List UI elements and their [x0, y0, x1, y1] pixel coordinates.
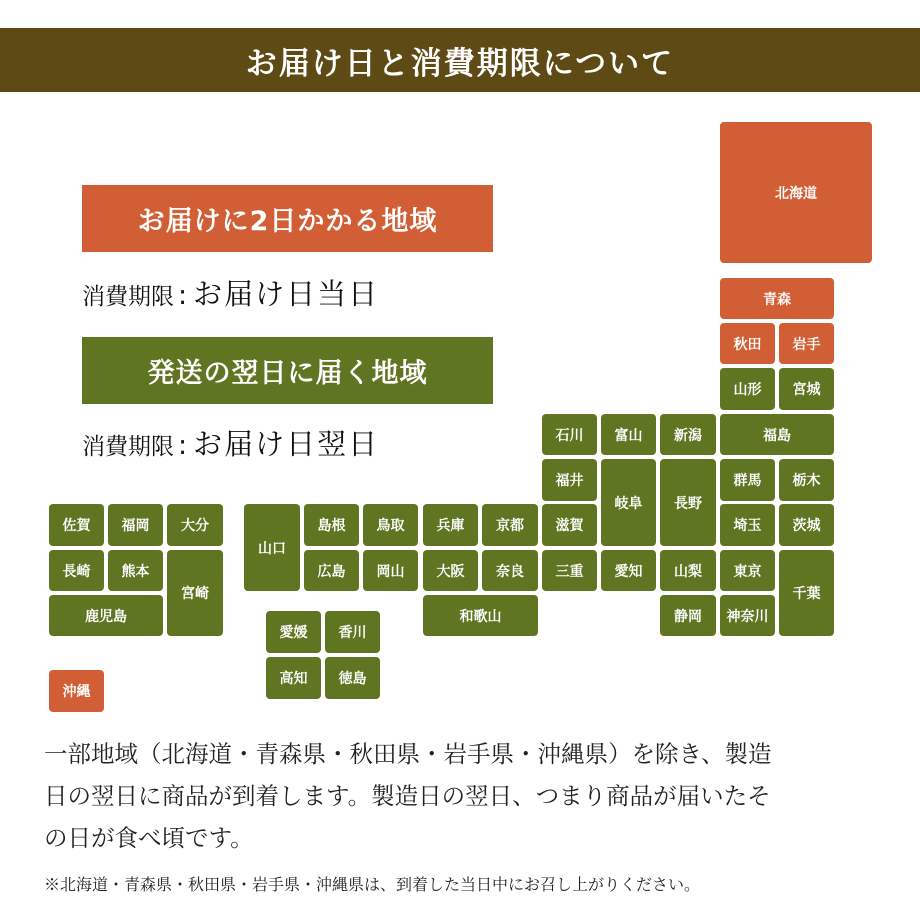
pref-fukushima: 福島 — [720, 414, 834, 455]
legend-two-day-expiry — [82, 272, 379, 313]
pref-okayama: 岡山 — [363, 550, 418, 591]
pref-akita: 秋田 — [720, 323, 775, 364]
pref-fukui: 福井 — [542, 459, 597, 501]
pref-miyazaki: 宮崎 — [167, 550, 223, 636]
expiry-key: 消費期限 — [82, 434, 174, 460]
pref-hyogo: 兵庫 — [423, 504, 478, 546]
pref-osaka: 大阪 — [423, 550, 478, 591]
pref-toyama: 富山 — [601, 414, 656, 455]
expiry-value: お届け日翌日 — [193, 427, 380, 461]
pref-kyoto: 京都 — [482, 504, 538, 546]
pref-okinawa: 沖縄 — [49, 670, 104, 712]
legend-next-day-expiry — [82, 422, 379, 463]
pref-nara: 奈良 — [482, 550, 538, 591]
pref-kumamoto: 熊本 — [108, 550, 163, 591]
pref-kagoshima: 鹿児島 — [49, 595, 163, 636]
pref-yamanashi: 山梨 — [660, 550, 716, 591]
expiry-key: 消費期限 — [82, 284, 174, 310]
footnote: ※北海道・青森県・秋田県・岩手県・沖縄県は、到着した当日中にお召し上がりください。 — [44, 875, 701, 894]
pref-gifu: 岐阜 — [601, 459, 656, 546]
pref-oita: 大分 — [167, 504, 223, 546]
pref-niigata: 新潟 — [660, 414, 716, 455]
pref-tochigi: 栃木 — [779, 459, 834, 501]
pref-shiga: 滋賀 — [542, 504, 597, 546]
pref-yamagata: 山形 — [720, 368, 775, 410]
pref-mie: 三重 — [542, 550, 597, 591]
pref-gunma: 群馬 — [720, 459, 775, 501]
pref-ehime: 愛媛 — [266, 611, 321, 653]
pref-saitama: 埼玉 — [720, 504, 775, 546]
expiry-value: お届け日当日 — [193, 277, 380, 311]
description-line: の日が食べ頃です。 — [44, 824, 254, 852]
pref-fukuoka: 福岡 — [108, 504, 163, 546]
description — [44, 733, 884, 859]
pref-miyagi: 宮城 — [779, 368, 834, 410]
page-title: お届け日と消費期限について — [0, 28, 920, 92]
pref-tottori: 鳥取 — [363, 504, 418, 546]
pref-kagawa: 香川 — [325, 611, 380, 653]
legend-next-day-label: 発送の翌日に届く地域 — [82, 337, 493, 404]
pref-yamaguchi: 山口 — [244, 504, 300, 591]
pref-aomori: 青森 — [720, 278, 834, 319]
pref-hiroshima: 広島 — [304, 550, 359, 591]
pref-tokyo: 東京 — [720, 550, 775, 591]
pref-shizuoka: 静岡 — [660, 595, 716, 636]
pref-chiba: 千葉 — [779, 550, 834, 636]
pref-ibaraki: 茨城 — [779, 504, 834, 546]
description-line: 一部地域（北海道・青森県・秋田県・岩手県・沖縄県）を除き、製造 — [44, 740, 772, 768]
legend-two-day-label: お届けに2日かかる地域 — [82, 185, 493, 252]
pref-nagano: 長野 — [660, 459, 716, 546]
pref-nagasaki: 長崎 — [49, 550, 104, 591]
pref-kochi: 高知 — [266, 657, 321, 699]
pref-ishikawa: 石川 — [542, 414, 597, 455]
pref-hokkaido: 北海道 — [720, 122, 872, 263]
pref-wakayama: 和歌山 — [423, 595, 538, 636]
pref-aichi: 愛知 — [601, 550, 656, 591]
pref-shimane: 島根 — [304, 504, 359, 546]
expiry-colon: : — [178, 430, 188, 461]
pref-tokushima: 徳島 — [325, 657, 380, 699]
pref-iwate: 岩手 — [779, 323, 834, 364]
description-line: 日の翌日に商品が到着します。製造日の翌日、つまり商品が届いたそ — [44, 782, 771, 810]
pref-saga: 佐賀 — [49, 504, 104, 546]
expiry-colon: : — [178, 280, 188, 311]
pref-kanagawa: 神奈川 — [720, 595, 775, 636]
